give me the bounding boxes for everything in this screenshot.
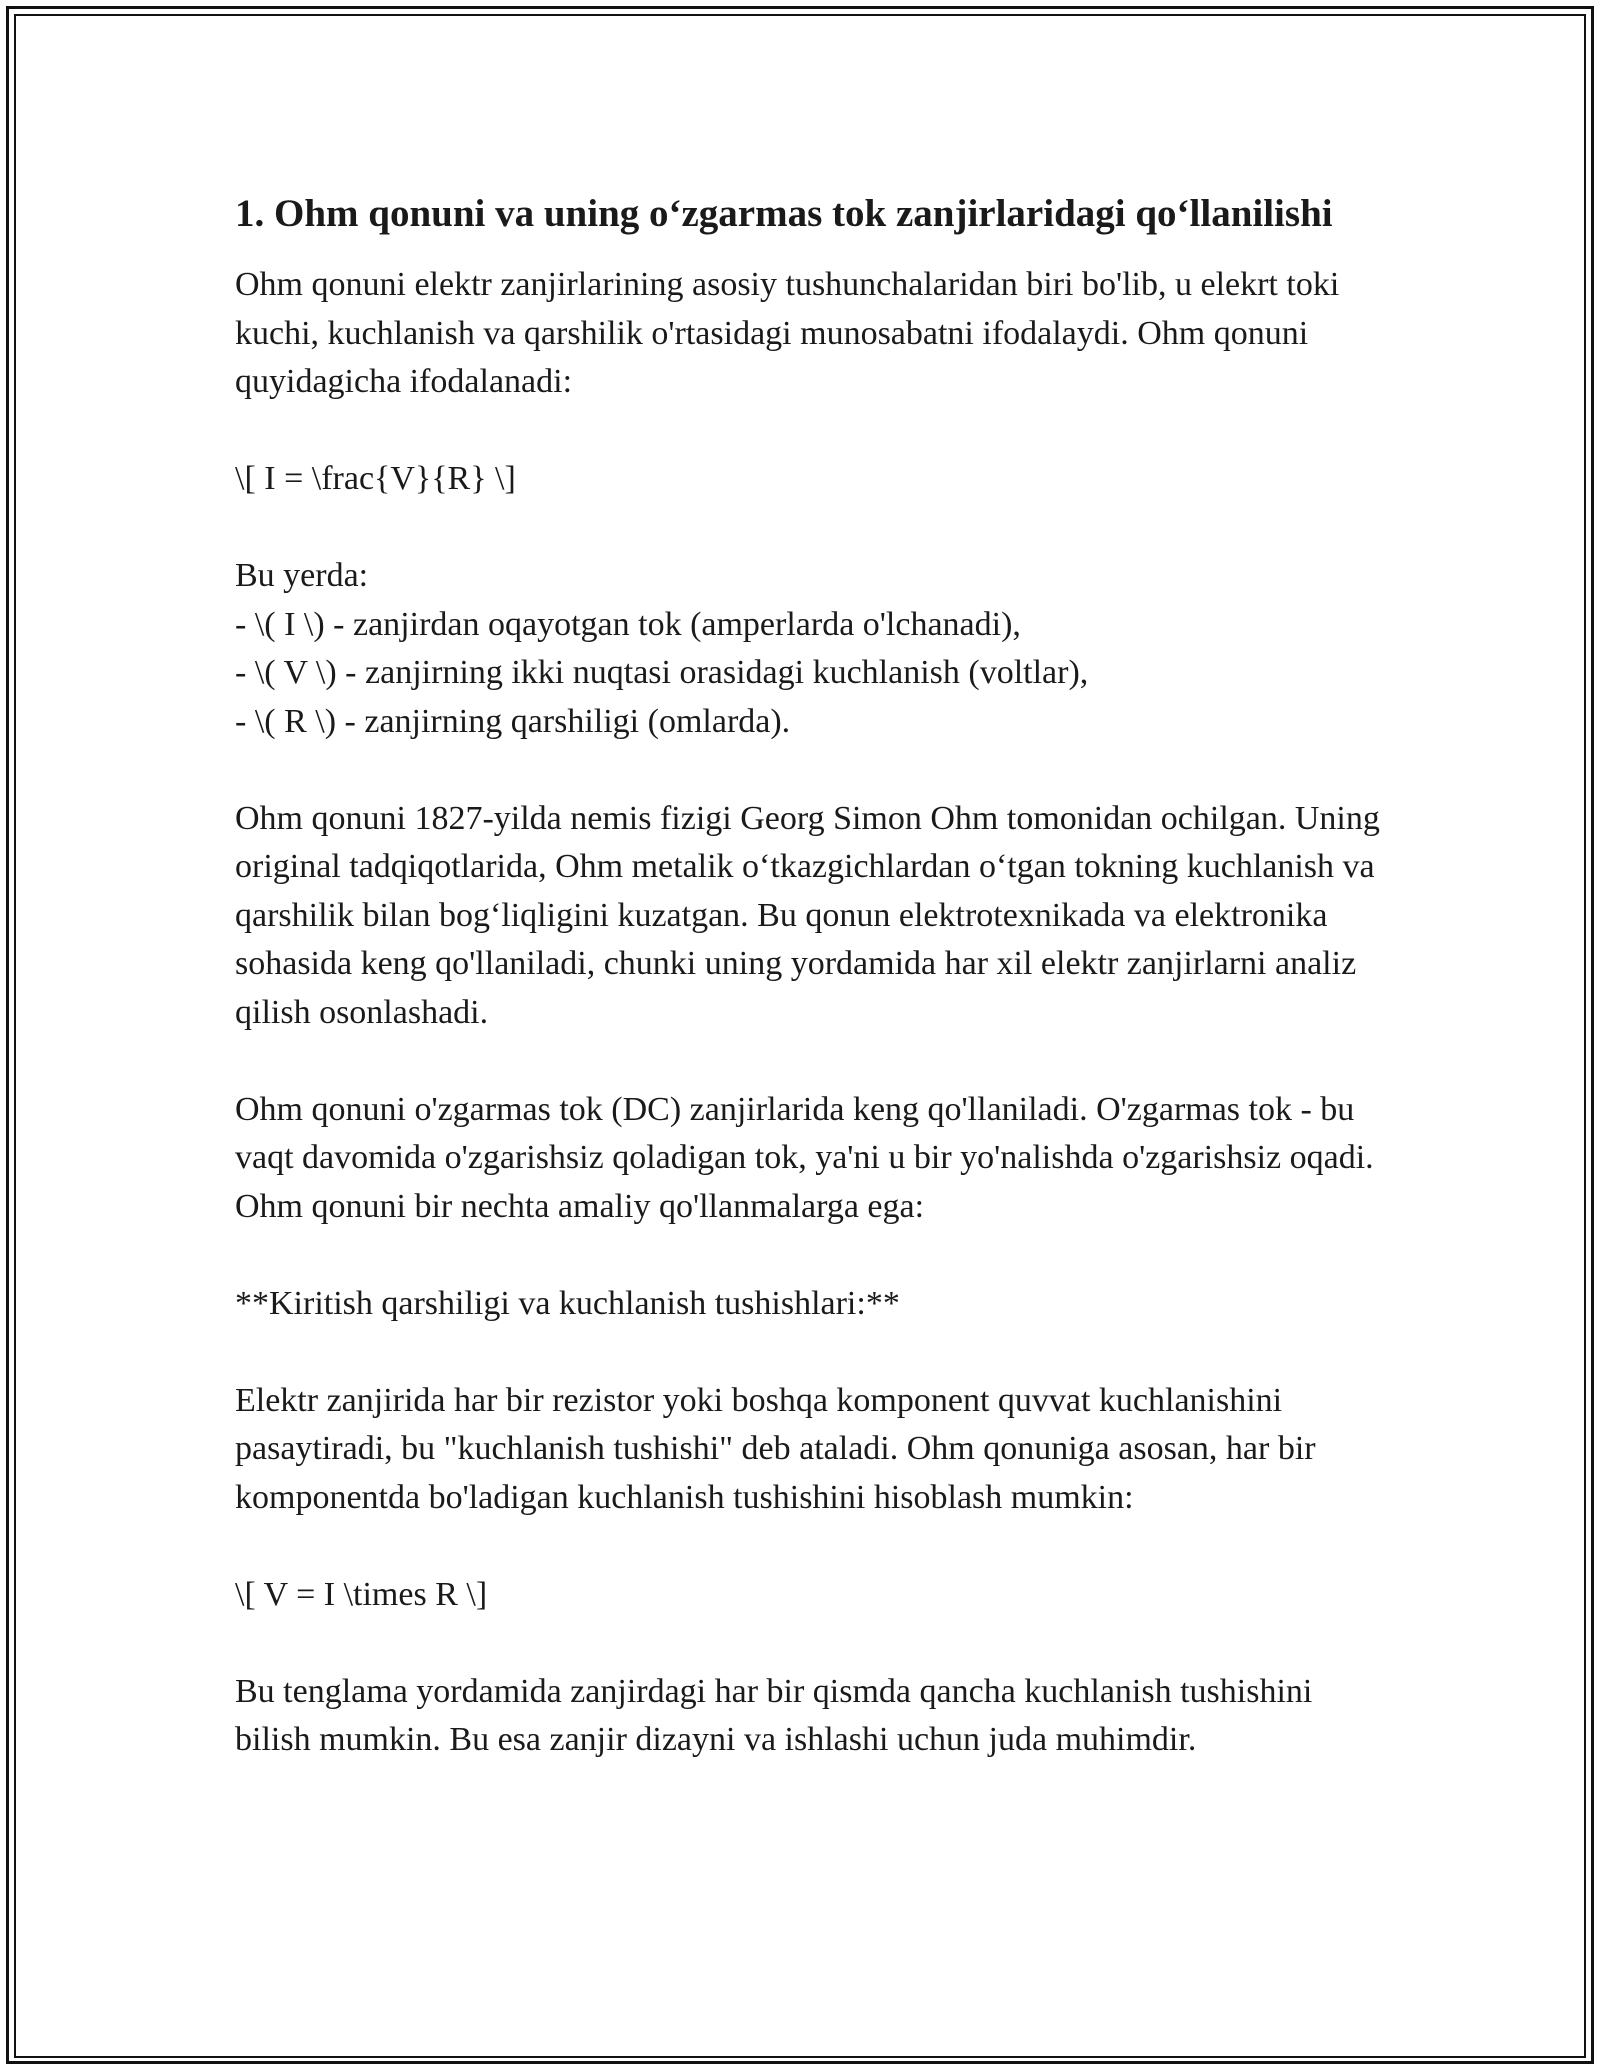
document-body (235, 186, 1395, 1765)
paragraph-gap (235, 746, 1395, 795)
formula-ohm: \[ I = \frac{V}{R} \] (235, 460, 516, 497)
paragraph-gap (235, 1231, 1395, 1280)
paragraph-gap (235, 407, 1395, 456)
paragraph-gap (235, 1619, 1395, 1668)
conclusion-paragraph: Bu tenglama yordamida zanjirdagi har bir qismda qancha kuchlanish tushishini bilish mumkin. Bu esa zanjir dizayni va ishlashi uchun juda muhimdir. (235, 1672, 1313, 1758)
section-subheading: **Kiritish qarshiligi va kuchlanish tushishlari:** (235, 1284, 900, 1322)
dc-paragraph: Ohm qonuni o'zgarmas tok (DC) zanjirlarida keng qo'llaniladi. O'zgarmas tok - bu vaqt davomida o'zgarishsiz qoladigan tok, ya'ni u bir yo'nalishda o'zgarishsiz oqadi. Ohm qonuni bir nechta amaliy qo'llanmalarga ega: (235, 1090, 1374, 1225)
formula-voltage: \[ V = I \times R \] (235, 1575, 488, 1613)
voltage-drop-paragraph: Elektr zanjirida har bir rezistor yoki boshqa komponent quvvat kuchlanishini pasaytiradi, bu "kuchlanish tushishi" deb ataladi. Ohm qonuniga asosan, har bir komponentda bo'ladigan kuchlanish tushishini hisoblash mumkin: (235, 1381, 1316, 1516)
paragraph-gap (235, 1522, 1395, 1571)
history-paragraph: Ohm qonuni 1827-yilda nemis fizigi Georg Simon Ohm tomonidan ochilgan. Uning original tadqiqotlarida, Ohm metalik o‘tkazgichlardan o‘tgan tokning kuchlanish va qarshilik bilan bog‘liqligini kuzatgan. Bu qonun elektrotexnikada va elektronika sohasida keng qo'llaniladi, chunki uning yordamida har xil elektr zanjirlarni analiz qilish osonlashadi. (235, 799, 1380, 1031)
intro-paragraph: Ohm qonuni elektr zanjirlarining asosiy tushunchalaridan biri bo'lib, u elekrt toki kuchi, kuchlanish va qarshilik o'rtasidagi munosabatni ifodalaydi. Ohm qonuni quyidagicha ifodalanadi: (235, 266, 1340, 400)
paragraph-gap (235, 1037, 1395, 1086)
variable-definitions: Bu yerda: - \( I \) - zanjirdan oqayotgan tok (amperlarda o'lchanadi), - \( V \) - zanjirning ikki nuqtasi orasidagi kuchlanish (voltlar), - \( R \) - zanjirning qarshiligi (omlarda). (235, 557, 1089, 740)
paragraph-gap (235, 1328, 1395, 1377)
document-title: 1. Ohm qonuni va uning o‘zgarmas tok zanjirlaridagi qo‘llanilishi (235, 192, 1333, 235)
paragraph-gap (235, 504, 1395, 553)
